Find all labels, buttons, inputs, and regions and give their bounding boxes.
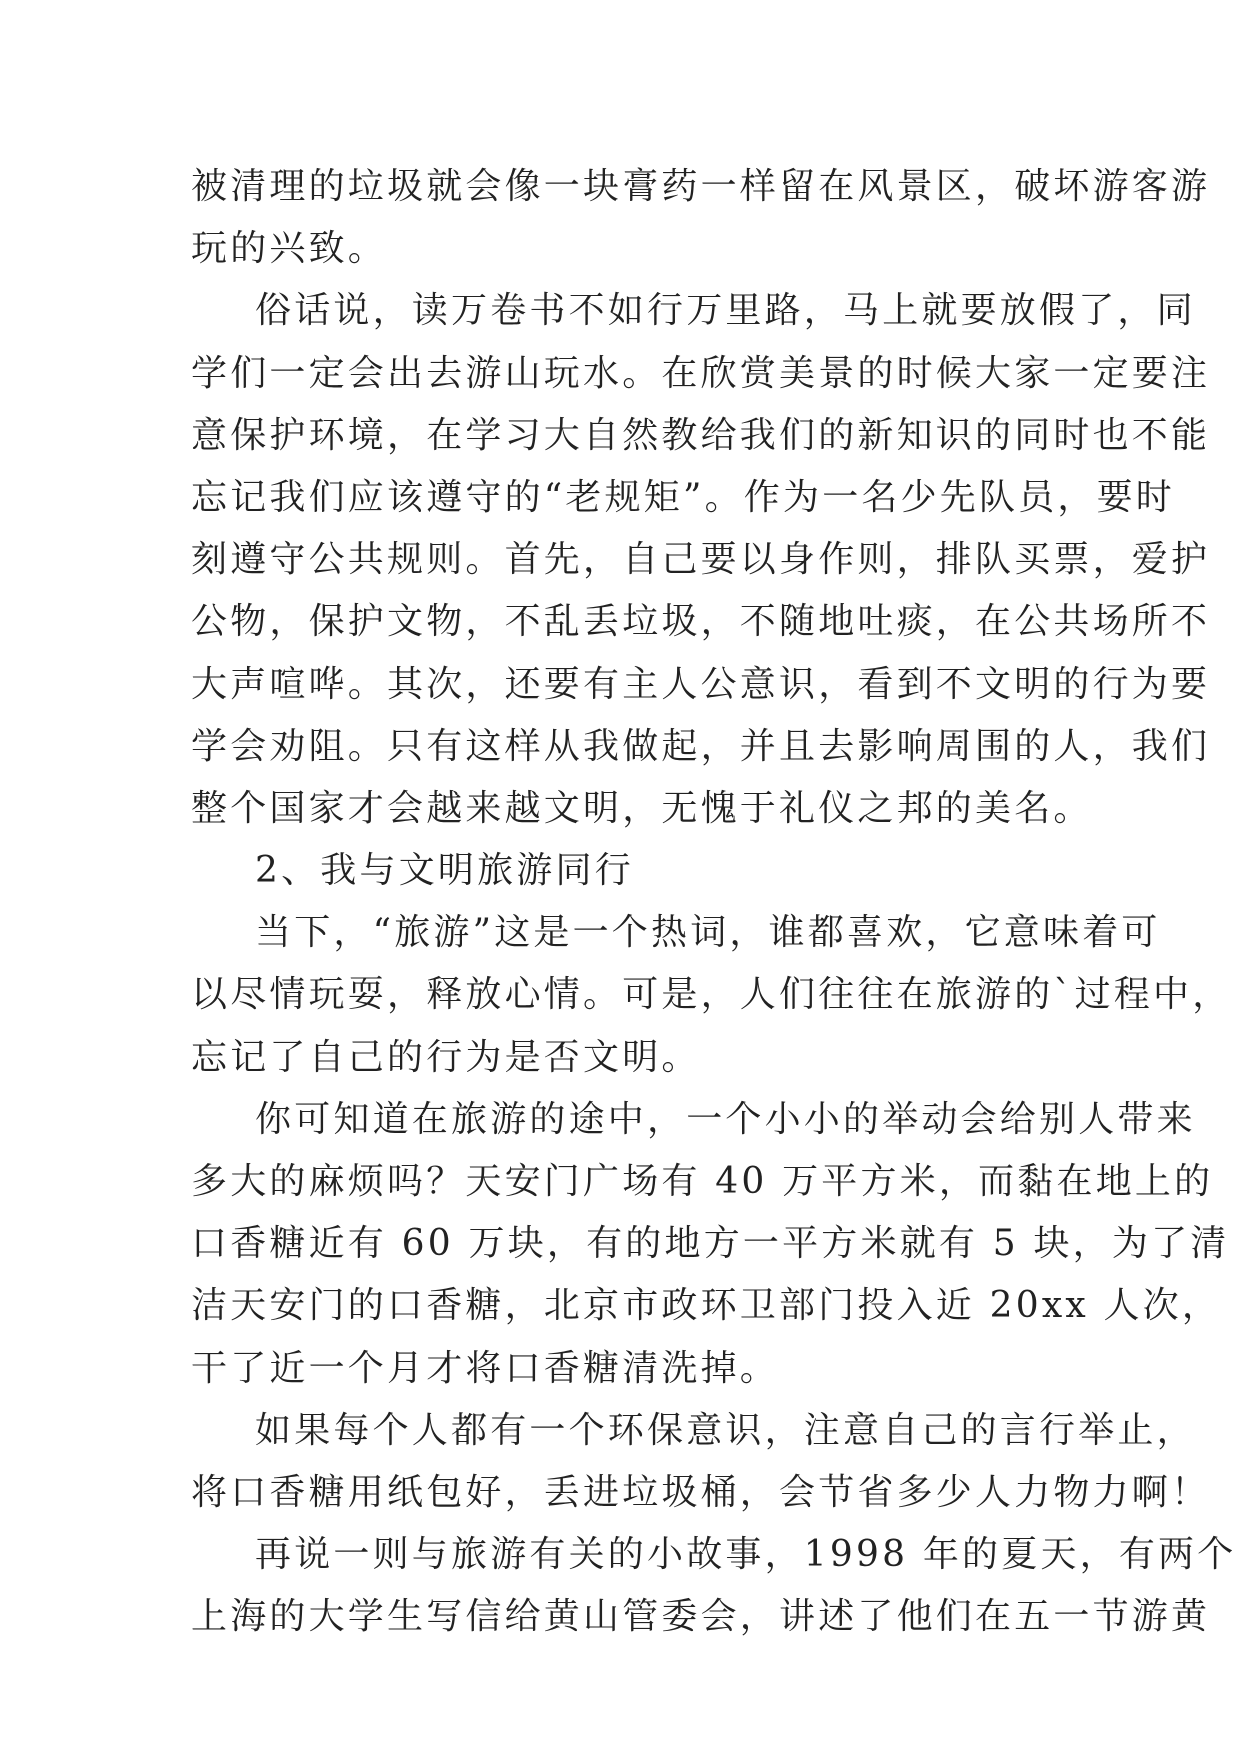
text-line: 意保护环境，在学习大自然教给我们的新知识的同时也不能	[191, 414, 1211, 456]
text-line: 再说一则与旅游有关的小故事，1998 年的夏天，有两个	[255, 1534, 1237, 1576]
text-line: 学们一定会出去游山玩水。在欣赏美景的时候大家一定要注	[191, 352, 1211, 394]
text-line: 学会劝阻。只有这样从我做起，并且去影响周围的人，我们	[191, 725, 1211, 767]
text-line: 俗话说，读万卷书不如行万里路，马上就要放假了，同	[255, 290, 1196, 332]
text-line: 大声喧哗。其次，还要有主人公意识，看到不文明的行为要	[191, 663, 1211, 705]
text-line: 如果每个人都有一个环保意识，注意自己的言行举止，	[255, 1409, 1196, 1451]
document-body	[191, 156, 1237, 1649]
text-line: 将口香糖用纸包好，丢进垃圾桶，会节省多少人力物力啊！	[191, 1471, 1211, 1513]
text-line: 忘记了自己的行为是否文明。	[191, 1036, 701, 1078]
text-line: 整个国家才会越来越文明，无愧于礼仪之邦的美名。	[191, 787, 1093, 829]
text-line: 上海的大学生写信给黄山管委会，讲述了他们在五一节游黄	[191, 1596, 1211, 1638]
text-line: 口香糖近有 60 万块，有的地方一平方米就有 5 块，为了清	[191, 1223, 1230, 1265]
text-line: 玩的兴致。	[191, 228, 388, 270]
text-line: 2、我与文明旅游同行	[255, 850, 634, 892]
text-line: 当下，“旅游”这是一个热词，谁都喜欢，它意味着可	[255, 912, 1161, 954]
text-line: 忘记我们应该遵守的“老规矩”。作为一名少先队员，要时	[191, 476, 1176, 518]
text-line: 被清理的垃圾就会像一块膏药一样留在风景区，破坏游客游	[191, 166, 1211, 207]
text-line: 干了近一个月才将口香糖清洗掉。	[191, 1347, 780, 1389]
text-line: 刻遵守公共规则。首先，自己要以身作则，排队买票，爱护	[191, 539, 1211, 581]
text-line: 洁天安门的口香糖，北京市政环卫部门投入近 20xx 人次，	[191, 1285, 1222, 1327]
text-line: 以尽情玩耍，释放心情。可是，人们往往在旅游的`过程中，	[191, 974, 1232, 1016]
text-line: 公物，保护文物，不乱丢垃圾，不随地吐痰，在公共场所不	[191, 601, 1211, 643]
text-line: 多大的麻烦吗？天安门广场有 40 万平方米，而黏在地上的	[191, 1161, 1214, 1202]
text-line: 你可知道在旅游的途中，一个小小的举动会给别人带来	[255, 1098, 1196, 1140]
